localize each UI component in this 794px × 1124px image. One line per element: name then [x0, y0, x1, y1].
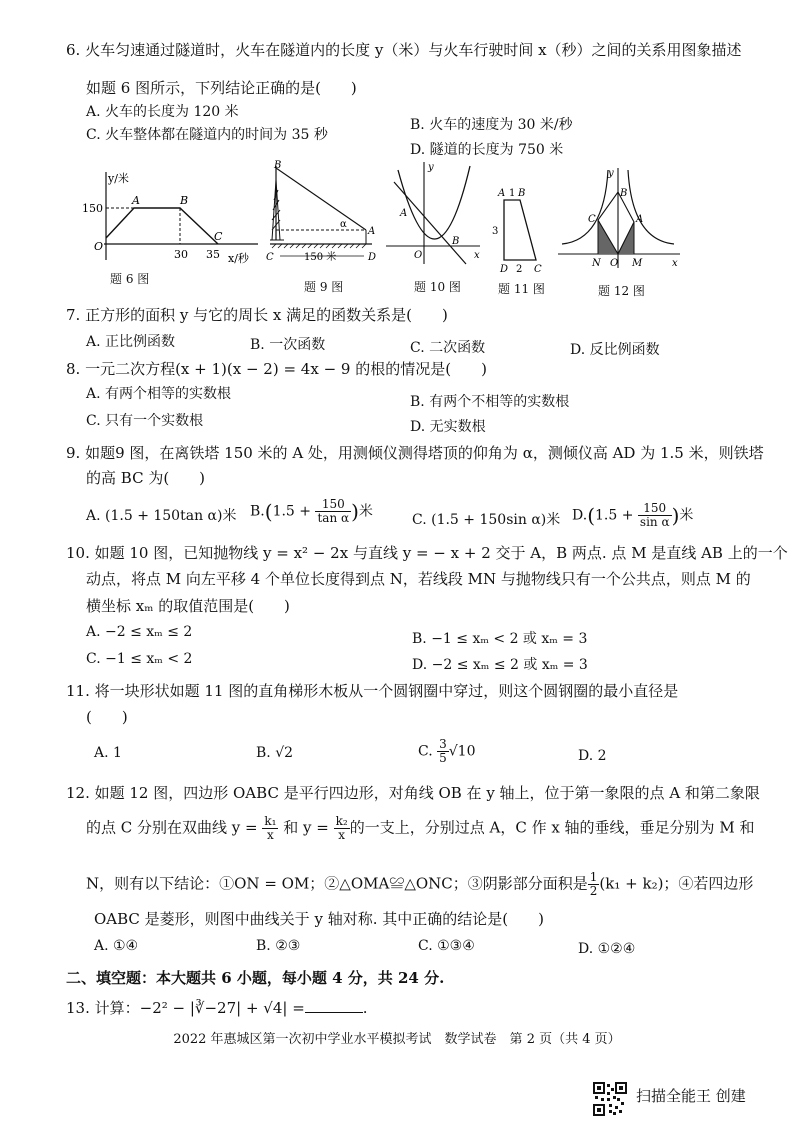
q6-option-a: A. 火车的长度为 120 米 — [86, 104, 239, 120]
fig11-B: B — [518, 188, 526, 199]
fig10-caption: 题 10 图 — [414, 280, 461, 294]
fig6-35: 35 — [206, 248, 220, 261]
q12-k2: k₂ — [335, 814, 348, 828]
fig12-caption: 题 12 图 — [598, 284, 645, 298]
fig6-C: C — [214, 230, 223, 243]
fig6-B: B — [180, 194, 189, 207]
q13-expression: 13. 计算：−2² − |∛−27| + √4| = — [66, 999, 305, 1017]
fig10-x: x — [474, 250, 480, 261]
q12-stem-line1: 12. 如题 12 图，四边形 OABC 是平行四边形，对角线 OB 在 y 轴上，位于第一象限的点 A 和第二象限 — [66, 784, 760, 802]
q9-b-unit: 米 — [358, 503, 373, 520]
fig6-30: 30 — [174, 248, 188, 261]
q12-half-den: 2 — [589, 884, 598, 898]
q9-b-a: 1.5 + — [272, 503, 312, 520]
fig9-C: C — [266, 252, 274, 263]
q8-option-b: B. 有两个不相等的实数根 — [410, 394, 570, 410]
fig6-ylabel: y/米 — [108, 172, 129, 185]
q11-c-fraction — [437, 738, 449, 765]
fig11-D: D — [500, 264, 509, 275]
fig11-caption: 题 11 图 — [498, 282, 545, 296]
fig9-A: A — [368, 226, 376, 237]
fig10-A: A — [400, 208, 408, 219]
q10-stem-line1: 10. 如题 10 图，已知抛物线 y = x² − 2x 与直线 y = − x + 2 交于 A，B 两点. 点 M 是直线 AB 上的一个 — [66, 544, 788, 562]
q13-period: . — [362, 999, 368, 1017]
q9-d-unit: 米 — [679, 507, 694, 524]
q12-x2: x — [338, 828, 346, 842]
q11-c-prefix: C. — [418, 743, 433, 760]
q8-option-a: A. 有两个相等的实数根 — [86, 386, 232, 402]
q12-stem-line2 — [86, 815, 754, 842]
q9-stem-line2: 的高 BC 为( ) — [86, 469, 206, 487]
q12-k1: k₁ — [264, 814, 277, 828]
q12-half-fraction — [588, 871, 600, 898]
q9-option-d: D.(1.5 + $\frac{150}{\text{sin α}}$ )米 — [572, 501, 694, 529]
fig12-N: N — [592, 258, 601, 269]
fig9-caption: 题 9 图 — [304, 280, 344, 294]
q9-b-num: 150 — [315, 498, 351, 512]
q11-c-num: 3 — [439, 737, 447, 751]
page-footer: 2022 年惠城区第一次初中学业水平模拟考试 数学试卷 第 2 页（共 4 页） — [173, 1032, 621, 1047]
fig11-1: 1 — [509, 188, 516, 199]
q12-option-a: A. ①④ — [94, 938, 139, 954]
q6-stem-line2: 如题 6 图所示，下列结论正确的是( ) — [86, 79, 357, 97]
fig12-O: O — [610, 258, 619, 269]
fig6-150: 150 — [82, 202, 103, 215]
q7-option-a: A. 正比例函数 — [86, 334, 176, 350]
qr-code-icon — [593, 1082, 627, 1116]
q9-option-b: B.(1.5 + $\frac{150}{\text{tan α}}$ )米 — [250, 497, 373, 525]
q12-option-c: C. ①③④ — [418, 938, 475, 954]
fig11-A: A — [498, 188, 506, 199]
fig6-caption: 题 6 图 — [110, 272, 150, 286]
q12-k2-fraction — [334, 815, 350, 842]
figure-6 — [78, 168, 263, 264]
q11-stem-line2: ( ) — [86, 708, 128, 726]
q12-l3a: N，则有以下结论：①ON = OM；②△OMA≌△ONC；③阴影部分面积是 — [86, 874, 588, 893]
fig12-M: M — [632, 258, 643, 269]
fig12-x: x — [672, 258, 678, 269]
figure-11 — [490, 184, 554, 276]
q12-l3b: (k₁ + k₂)；④若四边形 — [599, 874, 754, 893]
q11-option-c — [418, 738, 476, 765]
q10-option-b: B. −1 ≤ xₘ < 2 或 xₘ = 3 — [412, 631, 588, 647]
fig10-B: B — [452, 236, 460, 247]
q12-stem-line3 — [86, 871, 753, 898]
q12-k1-fraction — [262, 815, 278, 842]
fig9-alpha: α — [340, 219, 347, 230]
q13-line — [66, 998, 368, 1018]
q9-b-fraction — [315, 498, 351, 525]
q9-b-den: tan α — [317, 511, 350, 525]
q12-stem-line4: OABC 是菱形，则图中曲线关于 y 轴对称. 其中正确的结论是( ) — [94, 910, 544, 928]
fig11-3: 3 — [492, 226, 499, 237]
fig9-B: B — [274, 160, 282, 171]
figure-9 — [264, 160, 380, 268]
q9-b-prefix: B. — [250, 503, 265, 520]
q10-option-a: A. −2 ≤ xₘ ≤ 2 — [86, 624, 193, 640]
fig12-y: y — [608, 168, 614, 179]
q11-option-d: D. 2 — [578, 748, 607, 764]
q8-option-d: D. 无实数根 — [410, 419, 486, 435]
figure-12 — [556, 164, 684, 270]
fig11-C: C — [534, 264, 542, 275]
q12-option-b: B. ②③ — [256, 938, 301, 954]
fig12-C: C — [588, 214, 596, 225]
fig9-dist: 150 米 — [304, 252, 337, 263]
q7-option-b: B. 一次函数 — [250, 337, 326, 353]
q6-stem-line1: 6. 火车匀速通过隧道时，火车在隧道内的长度 y（米）与火车行驶时间 x（秒）之间的关系用图象描述 — [66, 41, 742, 59]
q7-option-d: D. 反比例函数 — [570, 342, 660, 358]
section-2-heading: 二、填空题：本大题共 6 小题，每小题 4 分，共 24 分. — [66, 969, 445, 987]
q8-option-c: C. 只有一个实数根 — [86, 413, 204, 429]
q11-c-radical: √10 — [448, 743, 476, 760]
q12-x1: x — [267, 828, 274, 842]
q7-stem: 7. 正方形的面积 y 与它的周长 x 满足的函数关系是( ) — [66, 306, 448, 324]
q9-option-a: A. (1.5 + 150tan α)米 — [86, 508, 237, 524]
fig10-y: y — [428, 162, 434, 173]
q12-option-d: D. ①②④ — [578, 941, 636, 957]
q6-option-d: D. 隧道的长度为 750 米 — [410, 142, 564, 158]
q10-option-c: C. −1 ≤ xₘ < 2 — [86, 651, 193, 667]
q11-c-den: 5 — [439, 751, 447, 765]
fig6-O: O — [94, 240, 104, 253]
q9-option-c: C. (1.5 + 150sin α)米 — [412, 512, 561, 528]
q11-option-b: B. √2 — [256, 745, 294, 761]
q9-d-den: sin α — [639, 515, 670, 529]
fig12-B: B — [620, 188, 628, 199]
q10-stem-line2: 动点，将点 M 向左平移 4 个单位长度得到点 N，若线段 MN 与抛物线只有一个公共点，则点 M 的 — [86, 570, 751, 588]
q13-answer-blank — [305, 1012, 363, 1013]
fig11-2: 2 — [516, 264, 523, 275]
q8-stem: 8. 一元二次方程(x + 1)(x − 2) = 4x − 9 的根的情况是( ) — [66, 360, 487, 378]
q11-option-a: A. 1 — [94, 745, 122, 761]
fig6-A: A — [132, 194, 140, 207]
q6-option-c: C. 火车整体都在隧道内的时间为 35 秒 — [86, 127, 328, 143]
scanner-brand-text: 扫描全能王 创建 — [636, 1087, 746, 1105]
q9-d-num: 150 — [638, 502, 672, 516]
q7-option-c: C. 二次函数 — [410, 340, 486, 356]
q9-stem-line1: 9. 如题9 图，在离铁塔 150 米的 A 处，用测倾仪测得塔顶的仰角为 α，测倾仪高 AD 为 1.5 米，则铁塔 — [66, 444, 764, 462]
fig9-D: D — [368, 252, 377, 263]
q12-half-num: 1 — [589, 870, 598, 884]
fig6-xlabel: x/秒 — [228, 252, 249, 264]
fig10-O: O — [414, 250, 423, 261]
q12-l2a: 的点 C 分别在双曲线 y = — [86, 818, 258, 837]
q9-d-fraction — [638, 502, 672, 529]
q12-l2c: 的一支上，分别过点 A，C 作 x 轴的垂线，垂足分别为 M 和 — [349, 818, 755, 837]
q9-d-prefix: D. — [572, 507, 588, 524]
q10-stem-line3: 横坐标 xₘ 的取值范围是( ) — [86, 597, 290, 615]
q9-d-a: 1.5 + — [595, 507, 634, 524]
q10-option-d: D. −2 ≤ xₘ ≤ 2 或 xₘ = 3 — [412, 657, 588, 673]
q6-option-b: B. 火车的速度为 30 米/秒 — [410, 117, 573, 133]
fig12-A: A — [636, 214, 644, 225]
figure-10 — [384, 160, 484, 270]
q12-l2b: 和 y = — [283, 818, 329, 837]
q11-stem-line1: 11. 将一块形状如题 11 图的直角梯形木板从一个圆钢圈中穿过，则这个圆钢圈的最小直径是 — [66, 682, 679, 700]
